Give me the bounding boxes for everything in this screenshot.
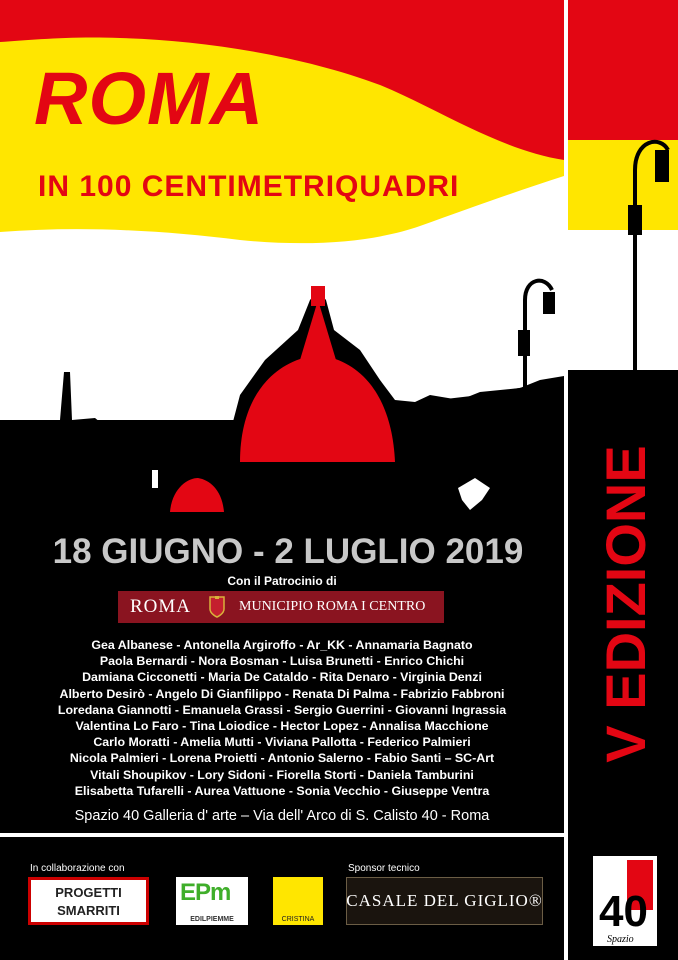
- casale-del-giglio-logo: [346, 877, 543, 925]
- municipio-banner: [118, 591, 444, 623]
- artists-line: Gea Albanese - Antonella Argiroffo - Ar_KK - Annamaria Bagnato: [91, 638, 473, 652]
- horizontal-divider: [0, 833, 564, 837]
- poster-title: ROMA: [34, 57, 265, 140]
- rome-crest-icon: [209, 596, 225, 618]
- cristina-text: CRISTINA: [281, 916, 315, 923]
- banner-municipio: MUNICIPIO ROMA I CENTRO: [239, 599, 426, 614]
- poster-subtitle: IN 100 CENTIMETRIQUADRI: [38, 170, 460, 203]
- artists-line: Carlo Moratti - Amelia Mutti - Viviana Pallotta - Federico Palmieri: [93, 735, 471, 750]
- artists-line: Nicola Palmieri - Lorena Proietti - Antonio Salerno - Fabio Santi – SC-Art: [69, 751, 495, 766]
- progetti-logo-line2: SMARRITI: [57, 903, 120, 918]
- artists-list: [0, 637, 564, 799]
- cristina-logo: [273, 877, 323, 925]
- edition-label: [594, 398, 658, 810]
- edilpiemme-logo: [176, 877, 248, 925]
- vertical-divider: [564, 0, 568, 960]
- collaboration-label: In collaborazione con: [30, 863, 125, 874]
- casale-text: CASALE DEL GIGLIO®: [346, 891, 543, 910]
- patronage-label: Con il Patrocinio di: [227, 574, 337, 588]
- event-dates: 18 GIUGNO - 2 LUGLIO 2019: [52, 532, 524, 571]
- artists-line: Alberto Desirò - Angelo Di Gianfilippo - Renata Di Palma - Fabrizio Fabbroni: [59, 686, 505, 701]
- venue-address: Spazio 40 Galleria d' arte – Via dell' Arco di S. Calisto 40 - Roma: [74, 808, 490, 824]
- artists-line: Paola Bernardi - Nora Bosman - Luisa Brunetti - Enrico Chichi: [99, 654, 465, 669]
- spazio40-logo: [593, 856, 657, 946]
- progetti-smarriti-logo: [28, 877, 149, 925]
- artists-line: Damiana Cicconetti - Maria De Cataldo - Rita Denaro - Virginia Denzi: [82, 670, 482, 685]
- edition-text: V EDIZIONE: [594, 445, 657, 763]
- artists-line: Elisabetta Tufarelli - Aurea Vattuone - Sonia Vecchio - Giuseppe Ventra: [74, 783, 490, 798]
- progetti-logo-line1: PROGETTI: [55, 885, 122, 900]
- edilpiemme-mark: EPm: [180, 879, 231, 906]
- sponsor-label: Sponsor tecnico: [348, 863, 420, 874]
- spazio40-text: Spazio: [607, 934, 634, 945]
- artists-line: Vitali Shoupikov - Lory Sidoni - Fiorella Storti - Daniela Tamburini: [90, 767, 474, 782]
- edilpiemme-text: EDILPIEMME: [190, 916, 234, 923]
- spazio40-number: 40: [599, 887, 648, 936]
- banner-city: ROMA: [130, 596, 192, 617]
- artists-line: Valentina Lo Faro - Tina Loiodice - Hector Lopez - Annalisa Macchione: [75, 719, 489, 734]
- artists-line: Loredana Giannotti - Emanuela Grassi - Sergio Guerrini - Giovanni Ingrassia: [57, 702, 507, 717]
